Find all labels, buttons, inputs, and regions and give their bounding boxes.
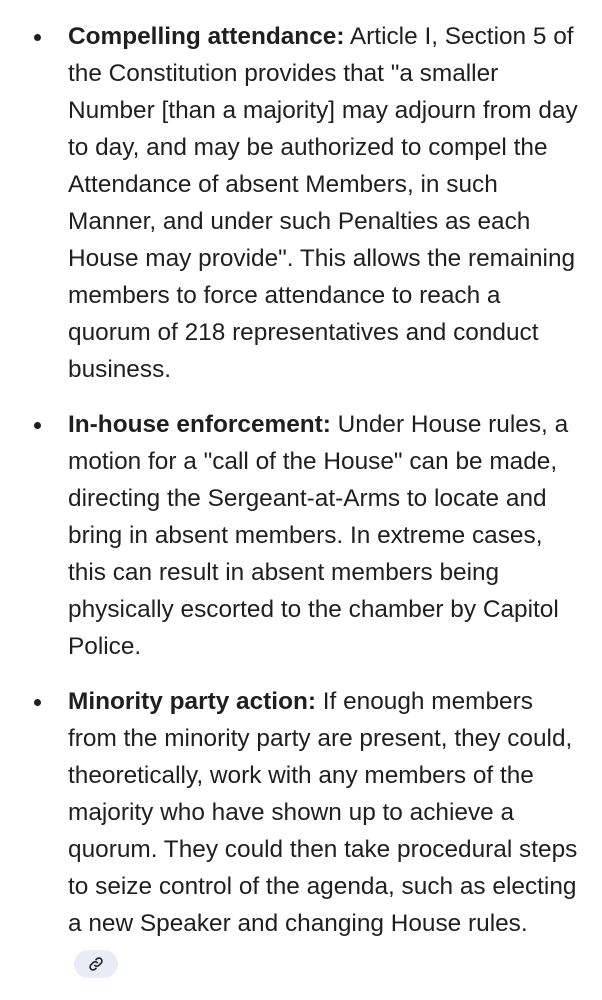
list-item (0, 18, 584, 388)
bullet-text: Under House rules, a motion for a "call of the House" can be made, directing the Sergeant-at-Arms to locate and bring in absent members. In extreme cases, this can result in absent members being physically escorted to the chamber by Capitol Police. (68, 411, 569, 660)
bullet-dot (34, 422, 41, 429)
bullet-term: Minority party action: (68, 688, 316, 715)
source-link-button[interactable] (74, 950, 118, 978)
bullet-list (0, 18, 584, 979)
bullet-dot (34, 34, 41, 41)
bullet-term: In-house enforcement: (68, 411, 331, 438)
bullet-text: Article I, Section 5 of the Constitution provides that "a smaller Number [than a majority] may adjourn from day to day, and may be authorized to compel the Attendance of absent Members, in such Manner, and under such Penalties as each House may provide". This allows the remaining members to force attendance to reach a quorum of 218 representatives and conduct business. (68, 23, 578, 383)
bullet-term: Compelling attendance: (68, 23, 345, 50)
bullet-dot (34, 699, 41, 706)
link-icon (88, 956, 104, 972)
list-item (0, 406, 584, 665)
list-item (0, 683, 584, 979)
bullet-text: If enough members from the minority party are present, they could, theoretically, work with any members of the majority who have shown up to achieve a quorum. They could then take procedural steps to seize control of the agenda, such as electing a new Speaker and changing House rules. (68, 688, 578, 937)
